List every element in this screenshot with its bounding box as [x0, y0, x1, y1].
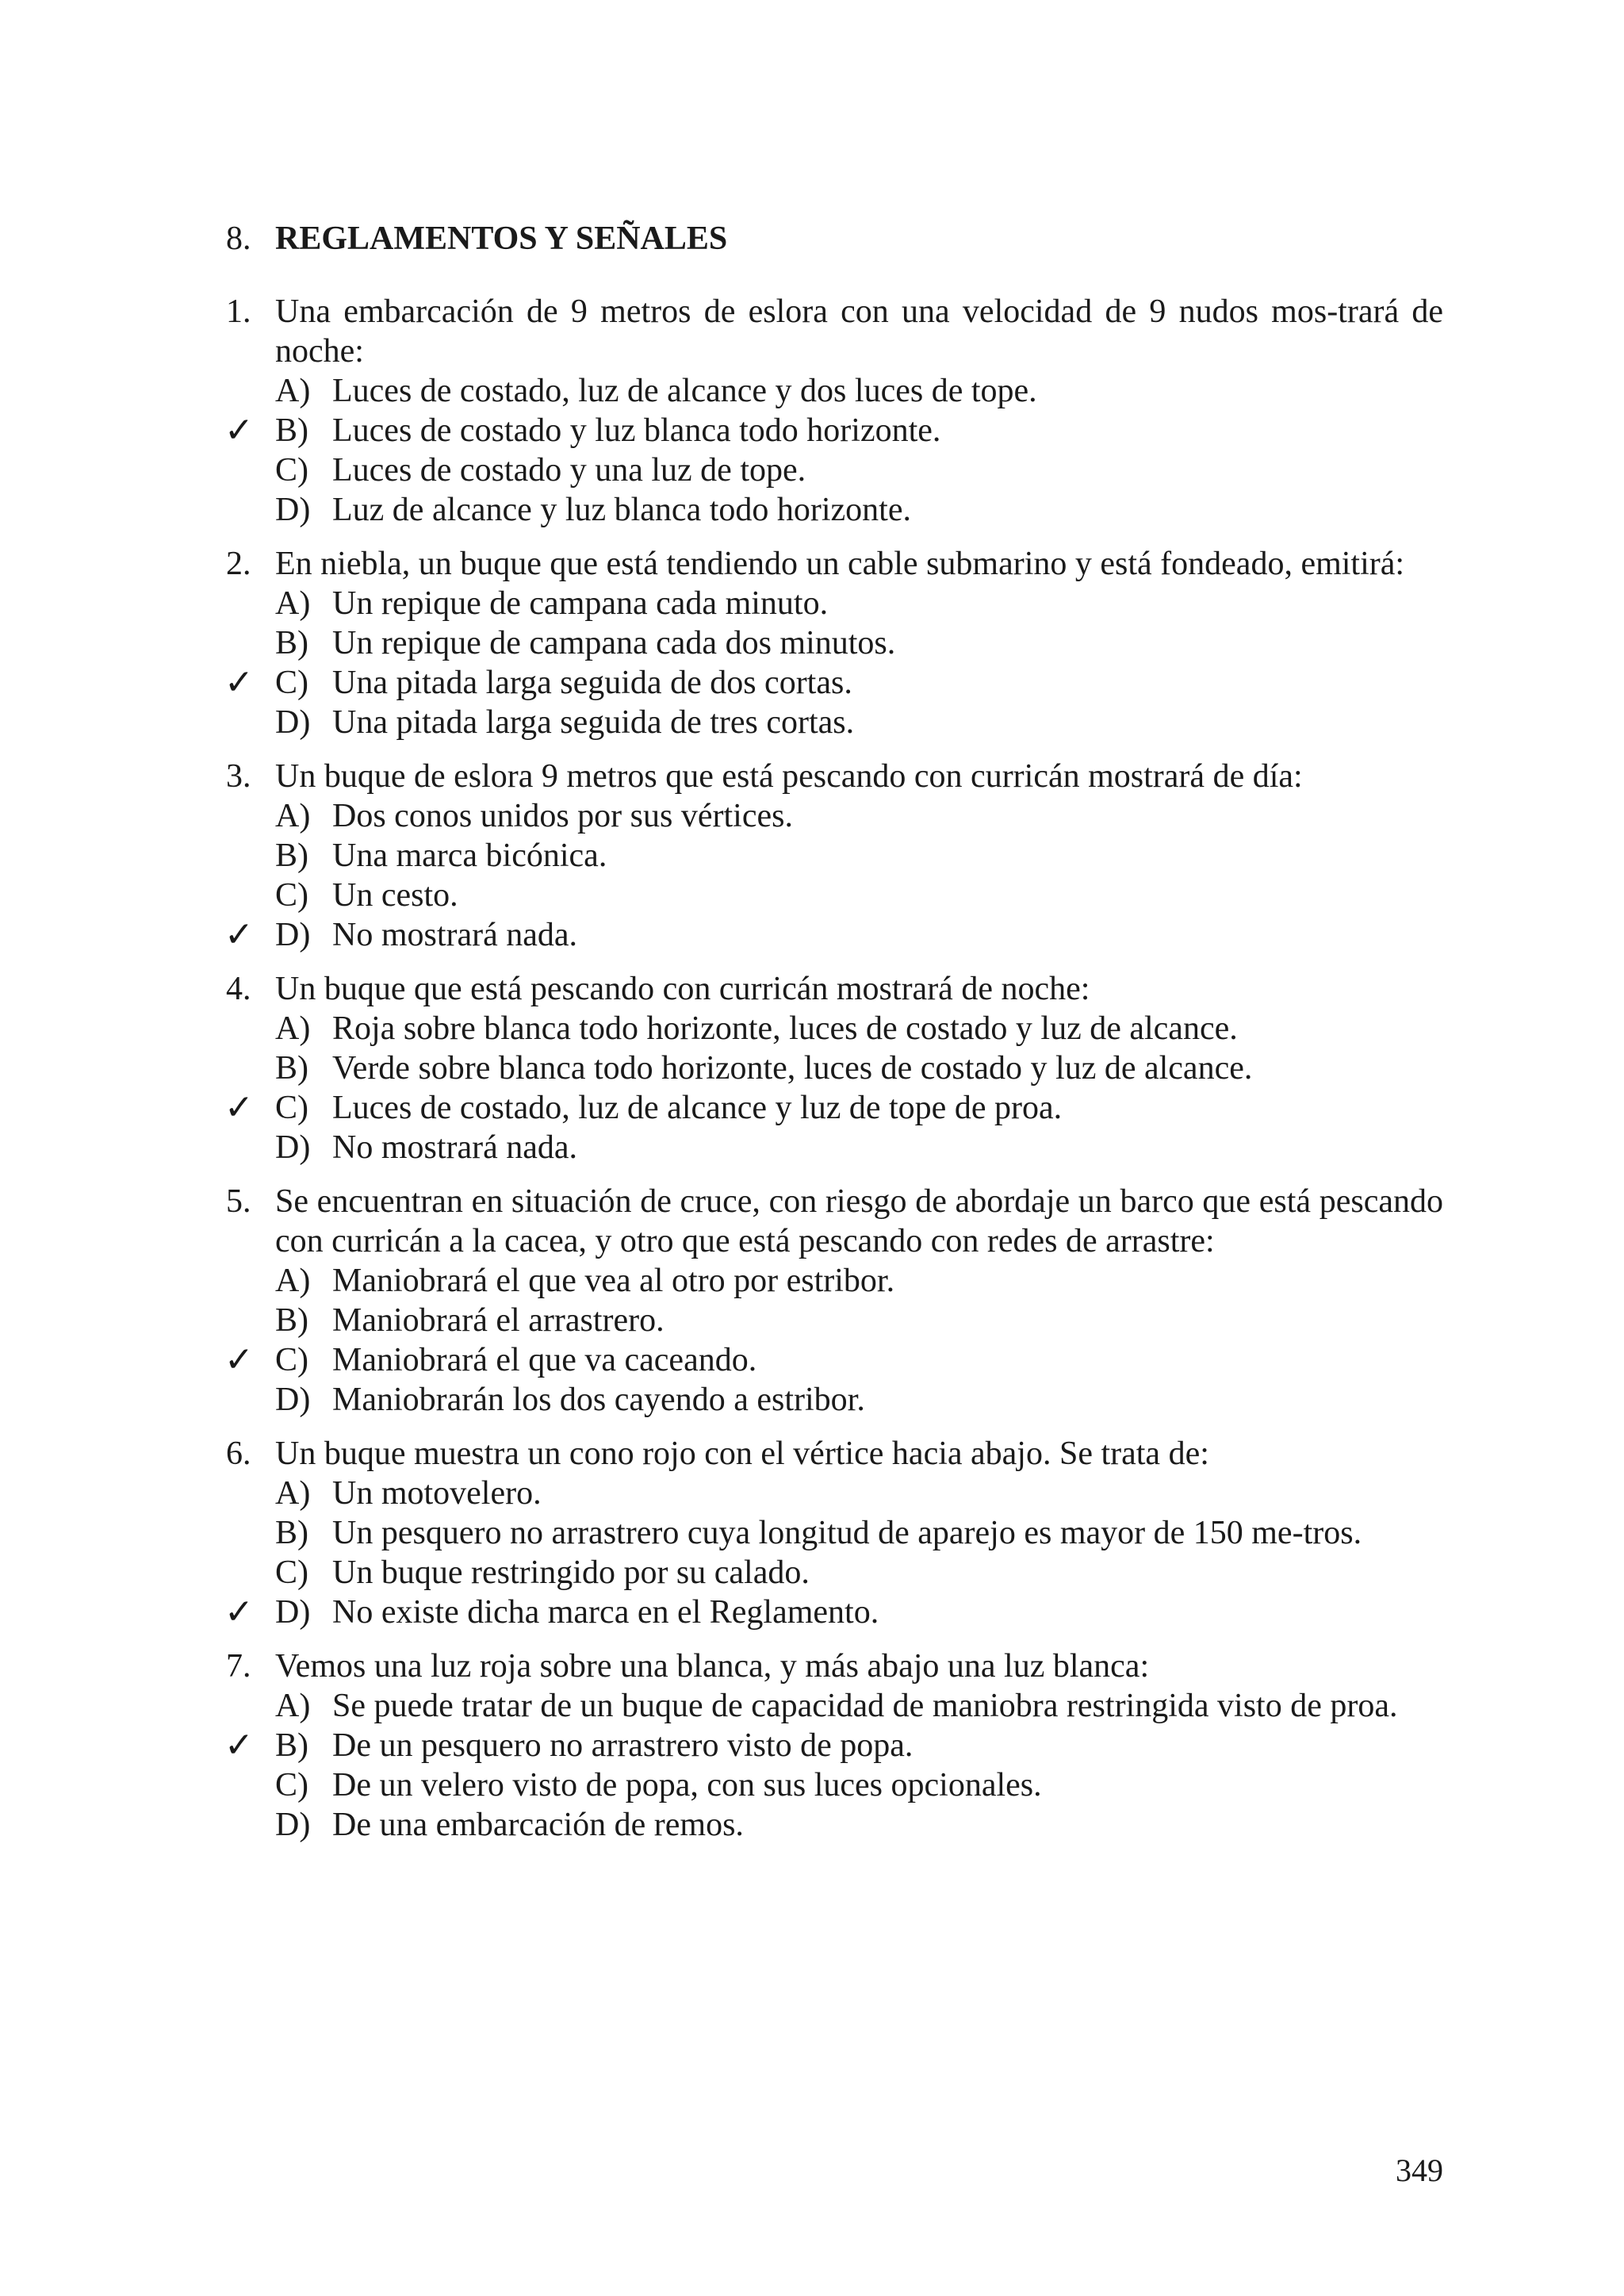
answer-option	[226, 1380, 1443, 1420]
answer-option	[226, 623, 1443, 663]
question-item	[226, 1646, 1443, 1845]
question-item	[226, 1434, 1443, 1632]
option-text: Roja sobre blanca todo horizonte, luces de costado y luz de alcance.	[332, 1010, 1238, 1047]
section-number: 8.	[226, 220, 251, 257]
option-text: No mostrará nada.	[332, 917, 578, 953]
option-text: Luz de alcance y luz blanca todo horizonte.	[332, 492, 911, 528]
answer-option	[226, 1765, 1443, 1805]
option-letter: D)	[275, 492, 311, 528]
answer-option	[226, 796, 1443, 836]
answer-option	[226, 1009, 1443, 1048]
option-text: Luces de costado y luz blanca todo horizonte.	[332, 412, 941, 449]
answer-option	[226, 836, 1443, 876]
answer-option	[226, 663, 1443, 703]
option-letter: B)	[275, 838, 308, 874]
answer-option	[226, 1513, 1443, 1553]
option-letter: D)	[275, 1807, 311, 1843]
answer-option	[226, 1593, 1443, 1632]
question-text: Una embarcación de 9 metros de eslora con una velocidad de 9 nudos mos-trará de noche:	[275, 293, 1443, 370]
checkmark-icon: ✓	[224, 1725, 254, 1765]
question-number: 3.	[226, 758, 251, 795]
option-list	[226, 1261, 1443, 1420]
option-letter: A)	[275, 1688, 311, 1724]
option-text: Un pesquero no arrastrero cuya longitud de aparejo es mayor de 150 me-tros.	[332, 1515, 1362, 1551]
answer-option	[226, 876, 1443, 915]
option-text: Maniobrará el que vea al otro por estribor.	[332, 1263, 895, 1299]
question-text: En niebla, un buque que está tendiendo un cable submarino y está fondeado, emitirá:	[275, 546, 1405, 582]
question-number: 4.	[226, 971, 251, 1007]
option-text: Maniobrará el arrastrero.	[332, 1302, 665, 1339]
answer-option	[226, 1261, 1443, 1301]
question-number: 5.	[226, 1183, 251, 1220]
option-text: De una embarcación de remos.	[332, 1807, 744, 1843]
question-text: Un buque de eslora 9 metros que está pescando con curricán mostrará de día:	[275, 758, 1303, 795]
option-text: Luces de costado, luz de alcance y luz de tope de proa.	[332, 1090, 1063, 1126]
page-content	[226, 219, 1443, 1859]
answer-option	[226, 490, 1443, 530]
option-letter: A)	[275, 1010, 311, 1047]
checkmark-icon: ✓	[224, 410, 254, 450]
option-text: De un velero visto de popa, con sus luces opcionales.	[332, 1767, 1042, 1803]
option-letter: B)	[275, 625, 308, 661]
option-letter: A)	[275, 1263, 311, 1299]
option-letter: B)	[275, 1515, 308, 1551]
option-text: Maniobrará el que va caceando.	[332, 1342, 757, 1378]
option-text: Verde sobre blanca todo horizonte, luces de costado y luz de alcance.	[332, 1050, 1253, 1087]
option-text: De un pesquero no arrastrero visto de popa.	[332, 1727, 914, 1764]
option-letter: A)	[275, 798, 311, 834]
answer-option	[226, 1088, 1443, 1128]
checkmark-icon: ✓	[224, 1340, 254, 1380]
checkmark-icon: ✓	[224, 914, 254, 955]
answer-option	[226, 450, 1443, 490]
page-number: 349	[1396, 2152, 1443, 2188]
section-heading	[226, 219, 1443, 259]
question-list	[226, 292, 1443, 1845]
answer-option	[226, 411, 1443, 450]
option-list	[226, 1686, 1443, 1845]
option-letter: C)	[275, 452, 308, 489]
question-stem	[226, 1434, 1443, 1474]
answer-option	[226, 1805, 1443, 1845]
option-letter: C)	[275, 1090, 308, 1126]
option-letter: D)	[275, 1382, 311, 1418]
option-list	[226, 371, 1443, 530]
question-text: Un buque muestra un cono rojo con el vértice hacia abajo. Se trata de:	[275, 1435, 1209, 1472]
option-text: Maniobrarán los dos cayendo a estribor.	[332, 1382, 865, 1418]
question-stem	[226, 1646, 1443, 1686]
option-text: No existe dicha marca en el Reglamento.	[332, 1594, 879, 1631]
option-text: Se puede tratar de un buque de capacidad de maniobra restringida visto de proa.	[332, 1688, 1398, 1724]
answer-option	[226, 1301, 1443, 1340]
question-number: 1.	[226, 293, 251, 330]
option-list	[226, 584, 1443, 742]
option-text: No mostrará nada.	[332, 1129, 578, 1166]
question-number: 2.	[226, 546, 251, 582]
answer-option	[226, 1474, 1443, 1513]
option-letter: A)	[275, 1475, 311, 1512]
option-letter: D)	[275, 917, 311, 953]
option-letter: D)	[275, 1129, 311, 1166]
question-number: 7.	[226, 1648, 251, 1685]
option-letter: C)	[275, 1554, 308, 1591]
option-letter: B)	[275, 1727, 308, 1764]
option-letter: C)	[275, 877, 308, 914]
question-text: Vemos una luz roja sobre una blanca, y más abajo una luz blanca:	[275, 1648, 1150, 1685]
checkmark-icon: ✓	[224, 1592, 254, 1632]
question-stem	[226, 757, 1443, 796]
question-text: Un buque que está pescando con curricán mostrará de noche:	[275, 971, 1090, 1007]
option-text: Un motovelero.	[332, 1475, 542, 1512]
option-letter: D)	[275, 1594, 311, 1631]
answer-option	[226, 1686, 1443, 1726]
option-text: Una pitada larga seguida de dos cortas.	[332, 665, 852, 701]
option-text: Luces de costado, luz de alcance y dos luces de tope.	[332, 373, 1037, 409]
answer-option	[226, 1340, 1443, 1380]
question-item	[226, 969, 1443, 1167]
answer-option	[226, 1553, 1443, 1593]
question-stem	[226, 969, 1443, 1009]
option-list	[226, 1009, 1443, 1167]
question-item	[226, 292, 1443, 530]
answer-option	[226, 1726, 1443, 1765]
answer-option	[226, 1048, 1443, 1088]
question-item	[226, 544, 1443, 742]
option-text: Una marca bicónica.	[332, 838, 607, 874]
option-list	[226, 796, 1443, 955]
answer-option	[226, 371, 1443, 411]
checkmark-icon: ✓	[224, 662, 254, 703]
option-text: Un buque restringido por su calado.	[332, 1554, 810, 1591]
option-text: Dos conos unidos por sus vértices.	[332, 798, 793, 834]
question-number: 6.	[226, 1435, 251, 1472]
option-text: Una pitada larga seguida de tres cortas.	[332, 704, 855, 741]
option-letter: A)	[275, 373, 311, 409]
option-letter: C)	[275, 665, 308, 701]
checkmark-icon: ✓	[224, 1087, 254, 1128]
option-text: Un repique de campana cada dos minutos.	[332, 625, 896, 661]
answer-option	[226, 584, 1443, 623]
option-letter: D)	[275, 704, 311, 741]
option-list	[226, 1474, 1443, 1632]
option-letter: A)	[275, 585, 311, 622]
option-text: Un cesto.	[332, 877, 458, 914]
option-text: Luces de costado y una luz de tope.	[332, 452, 806, 489]
option-letter: B)	[275, 1050, 308, 1087]
option-letter: B)	[275, 1302, 308, 1339]
option-text: Un repique de campana cada minuto.	[332, 585, 829, 622]
option-letter: C)	[275, 1767, 308, 1803]
answer-option	[226, 1128, 1443, 1167]
question-stem	[226, 544, 1443, 584]
question-stem	[226, 292, 1443, 371]
question-text: Se encuentran en situación de cruce, con riesgo de abordaje un barco que está pescando con curricán a la cacea, y otro que está pescando con redes de arrastre:	[275, 1183, 1443, 1259]
question-stem	[226, 1182, 1443, 1261]
option-letter: B)	[275, 412, 308, 449]
option-letter: C)	[275, 1342, 308, 1378]
section-title: REGLAMENTOS Y SEÑALES	[275, 220, 728, 257]
question-item	[226, 1182, 1443, 1420]
question-item	[226, 757, 1443, 955]
answer-option	[226, 703, 1443, 742]
answer-option	[226, 915, 1443, 955]
